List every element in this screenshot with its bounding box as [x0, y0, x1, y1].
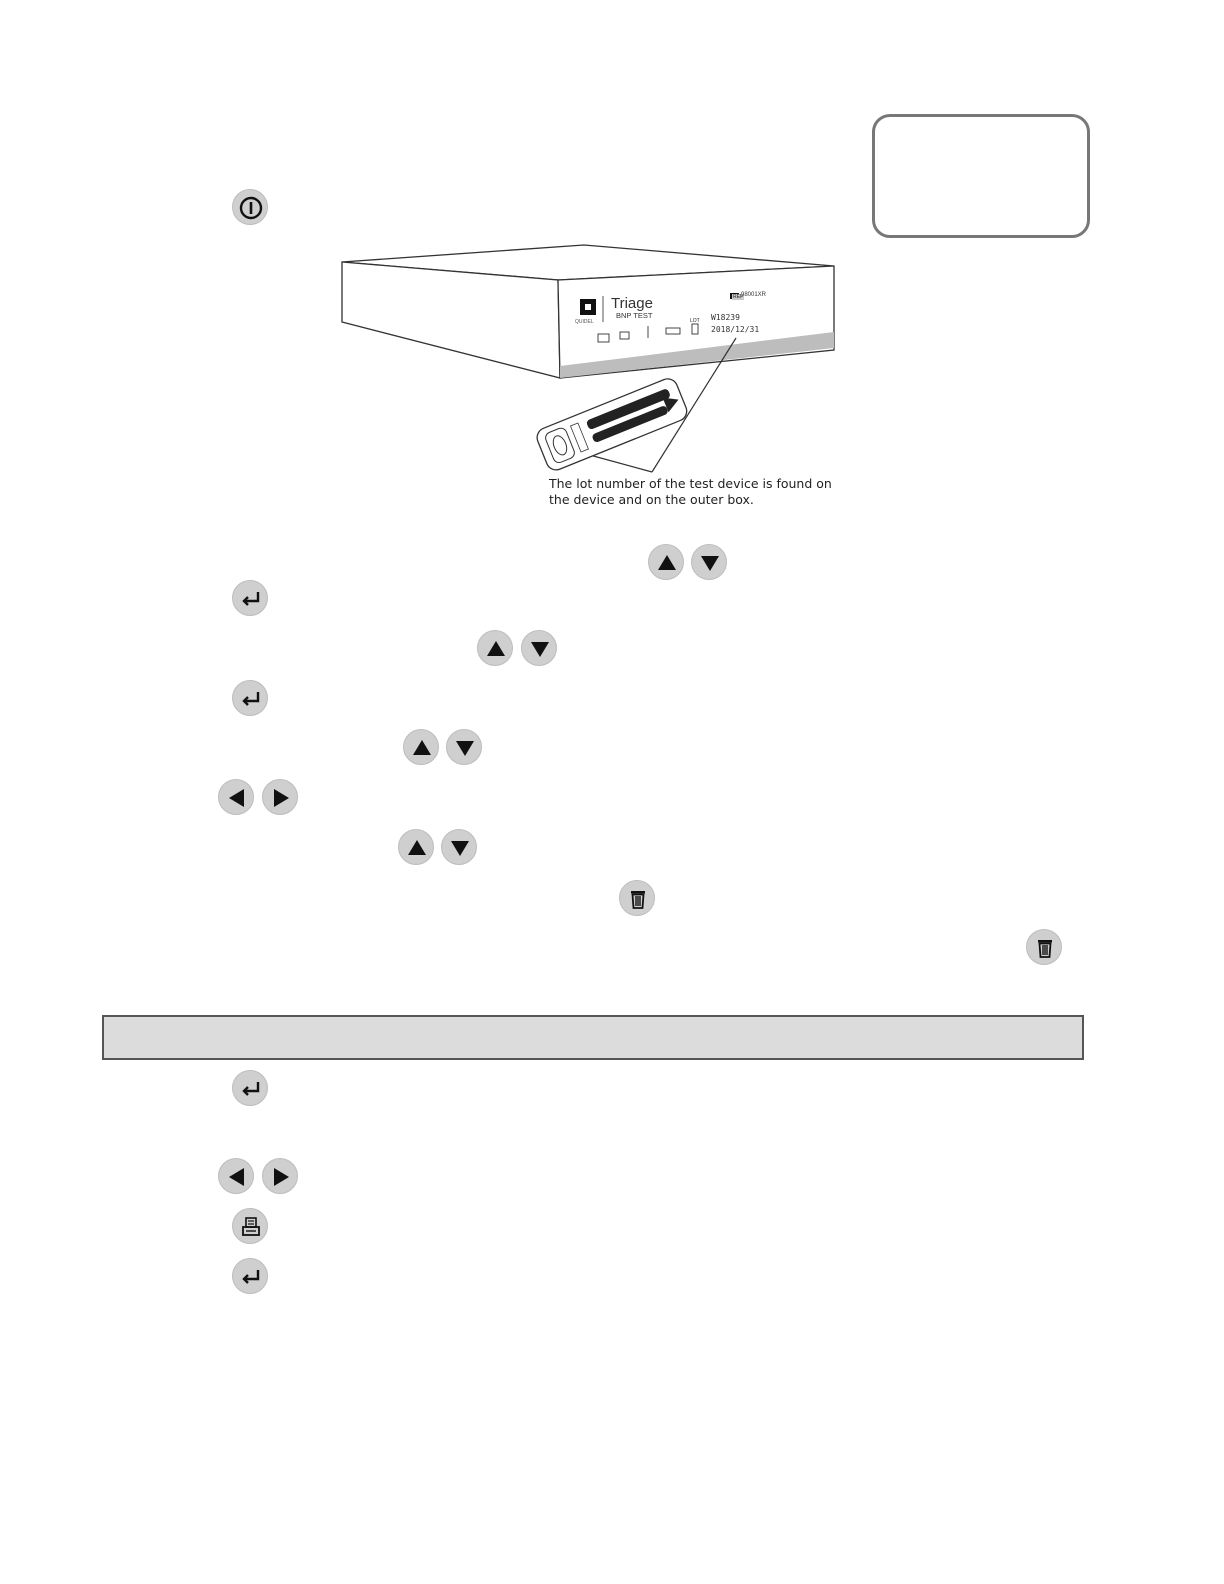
right-arrow-icon: [262, 1158, 298, 1194]
left-arrow-icon: [218, 1158, 254, 1194]
figure-caption: The lot number of the test device is found on the device and on the outer box.: [549, 476, 832, 507]
section-header-bar: [102, 1015, 1084, 1060]
note-callout-box: [872, 114, 1090, 238]
company-name: QUIDEL: [575, 319, 594, 325]
lot-label: LOT: [690, 318, 700, 324]
up-arrow-icon: [403, 729, 439, 765]
trash-icon: [1026, 929, 1062, 965]
down-arrow-icon: [521, 630, 557, 666]
down-arrow-icon: [691, 544, 727, 580]
enter-icon: [232, 1258, 268, 1294]
enter-icon: [232, 1070, 268, 1106]
right-arrow-icon: [262, 779, 298, 815]
left-arrow-icon: [218, 779, 254, 815]
ref-label: REF: [733, 294, 743, 300]
ref-value: 98001XR: [741, 292, 767, 298]
trash-icon: [619, 880, 655, 916]
power-icon: [232, 189, 268, 225]
product-name: BNP TEST: [616, 311, 653, 320]
brand-name: Triage: [611, 295, 653, 312]
enter-icon: [232, 580, 268, 616]
lot-value: W18239: [711, 313, 740, 322]
down-arrow-icon: [441, 829, 477, 865]
down-arrow-icon: [446, 729, 482, 765]
enter-icon: [232, 680, 268, 716]
expiry-value: 2018/12/31: [711, 325, 760, 334]
up-arrow-icon: [648, 544, 684, 580]
up-arrow-icon: [477, 630, 513, 666]
printer-icon: [232, 1208, 268, 1244]
test-box-illustration: [336, 240, 842, 512]
up-arrow-icon: [398, 829, 434, 865]
